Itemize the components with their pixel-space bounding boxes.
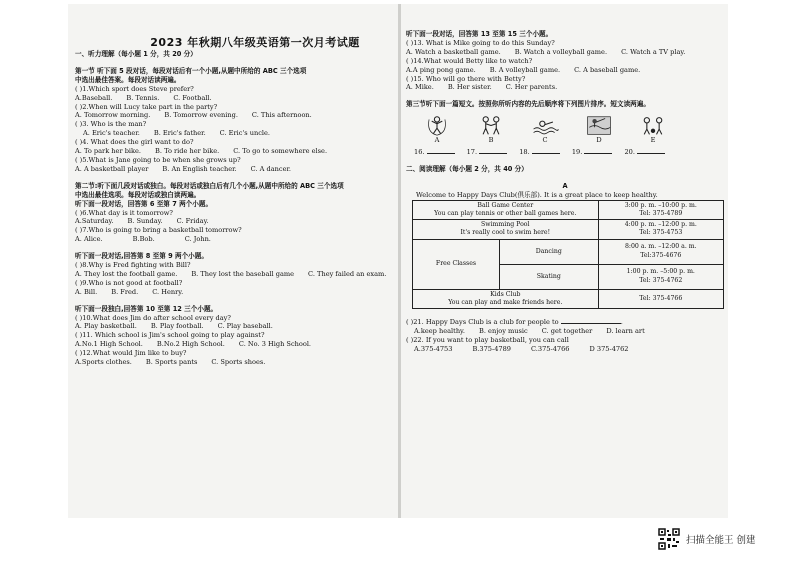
scanner-brand-text: 扫描全能王 创建 xyxy=(686,535,756,546)
option: A. Eric's teacher. xyxy=(83,129,140,138)
option: A. Alice. xyxy=(75,235,103,244)
option: A. Mike. xyxy=(406,83,434,92)
skipping-kid-icon xyxy=(422,115,452,136)
option: A. A basketball player xyxy=(75,164,149,173)
option: B. Watch a volleyball game. xyxy=(514,47,608,56)
question-12-options xyxy=(75,358,395,367)
question-3: ( )3. Who is the man? xyxy=(75,120,147,129)
picture-row xyxy=(420,115,724,145)
picture-a xyxy=(420,115,454,145)
question-8: ( )8.Why is Fred fighting with Bill? xyxy=(75,261,191,270)
option: B. Her sister. xyxy=(447,83,492,92)
question-2-options xyxy=(75,111,395,120)
question-1-options xyxy=(75,94,395,103)
option: C. Henry. xyxy=(152,287,184,296)
answer-blanks xyxy=(414,147,724,157)
option: B. Sunday. xyxy=(127,217,163,226)
blank-19[interactable] xyxy=(572,147,613,157)
dancing-cell: Dancing xyxy=(500,239,599,264)
question-21-options xyxy=(406,327,724,336)
ball-game-info xyxy=(598,200,723,219)
passage-a-label: A xyxy=(562,182,568,191)
option: A.375-4753 xyxy=(414,344,453,353)
question-13: ( )13. What is Mike going to do this Sunday? xyxy=(406,38,555,47)
kids-club-name: Kids Club xyxy=(490,290,521,298)
ball-game-desc: You can play tennis or other ball games here. xyxy=(434,210,577,218)
dancing-time: 8:00 a. m. –12:00 a. m. xyxy=(624,243,697,251)
pool-cell xyxy=(413,220,599,239)
option: C. Eric's uncle. xyxy=(219,129,271,138)
question-21: ( )21. Happy Days Club is a club for people to . xyxy=(406,318,623,327)
option: C. get together xyxy=(541,327,593,335)
option: A. To park her bike. xyxy=(75,147,142,156)
picture-order-instruction: 第三节听下面一篇短文。按照你所听内容的先后顺序将下列图片排序。短文读两遍。 xyxy=(406,100,650,109)
question-7-options xyxy=(75,235,395,244)
pool-desc: It's really cool to swim here! xyxy=(460,229,551,237)
right-column xyxy=(406,30,724,354)
option: C. A baseball game. xyxy=(574,65,641,74)
blank-number: 19. xyxy=(571,148,583,157)
option: A. They lost the football game. xyxy=(75,269,178,278)
question-9-options xyxy=(75,288,395,297)
option: B. They lost the baseball game xyxy=(191,269,295,278)
club-intro: Welcome to Happy Days Club(俱乐部). It is a great place to keep healthy. xyxy=(416,190,658,199)
club-table xyxy=(412,200,724,309)
picture-label: B xyxy=(488,136,494,145)
pool-info xyxy=(598,220,723,239)
option: A. Bill. xyxy=(75,287,98,296)
skating-cell: Skating xyxy=(500,264,599,289)
question-9: ( )9.Who is not good at football? xyxy=(75,278,183,287)
question-4-options xyxy=(75,147,395,156)
part2-instruction-2: 中选出最佳选项。每段对话或独白读两遍。 xyxy=(75,190,201,199)
river-fishing-icon xyxy=(584,115,614,136)
part4-heading: 听下面一段独白,回答第 10 至第 12 三个小题。 xyxy=(75,304,218,313)
question-6: ( )6.What day is it tomorrow? xyxy=(75,208,173,217)
blank-number: 20. xyxy=(624,148,635,157)
picture-d xyxy=(582,115,616,145)
kids-club-cell xyxy=(413,289,599,308)
question-22: ( )22. If you want to play basketball, you can call xyxy=(406,335,569,344)
question-2: ( )2.When will Lucy take part in the party? xyxy=(75,102,218,111)
picture-label: A xyxy=(434,136,440,145)
swimming-icon xyxy=(530,115,560,136)
question-21-blank[interactable] xyxy=(561,317,621,324)
pool-time: 4:00 p. m. –12:00 p. m. xyxy=(624,221,697,229)
option: B. A volleyball game. xyxy=(489,65,561,74)
option: B.375-4789 xyxy=(472,344,511,353)
pool-name: Swimming Pool xyxy=(481,221,530,229)
option: C. This afternoon. xyxy=(251,111,312,120)
option: C. John. xyxy=(184,235,211,244)
option: B. Fred. xyxy=(111,287,139,296)
page-fold xyxy=(398,4,401,518)
section-reading-heading: 二、阅读理解（每小题 2 分，共 40 分） xyxy=(406,165,528,174)
ball-game-time: 3:00 p. m. –10:00 p. m. xyxy=(624,201,697,209)
option: A. Watch a basketball game. xyxy=(406,47,501,56)
blank-18[interactable] xyxy=(519,147,560,157)
option: C. Play baseball. xyxy=(217,322,273,331)
question-5-options xyxy=(75,165,395,174)
option: B. Eric's father. xyxy=(153,129,206,138)
option: A. Tomorrow morning. xyxy=(75,111,151,120)
question-13-options xyxy=(406,48,724,57)
ball-game-name: Ball Game Center xyxy=(477,201,534,209)
left-column xyxy=(75,50,395,367)
option: B.Bob. xyxy=(132,235,155,244)
question-4: ( )4. What does the girl want to do? xyxy=(75,138,194,147)
option: C. They failed an exam. xyxy=(308,269,387,278)
question-11: ( )11. Which school is Jim's school going to play against? xyxy=(75,331,265,340)
skating-info xyxy=(598,264,723,289)
scanner-watermark xyxy=(658,528,756,550)
option: B. Play football. xyxy=(150,322,204,331)
question-8-options xyxy=(75,270,395,279)
section-listening-heading: 一、听力理解（每小题 1 分，共 20 分） xyxy=(75,50,197,58)
question-22-options xyxy=(406,345,724,354)
question-5: ( )5.What is Jane going to be when she grows up? xyxy=(75,155,241,164)
ball-game-cell xyxy=(413,200,599,219)
blank-20[interactable] xyxy=(624,147,665,157)
blank-17[interactable] xyxy=(467,147,508,157)
picture-b xyxy=(474,115,508,145)
option: B. Tomorrow evening. xyxy=(164,111,238,120)
option: B. Sports pants xyxy=(145,358,198,367)
option: A.Saturday. xyxy=(75,217,114,226)
dancing-tel: Tel:375-4676 xyxy=(640,251,682,259)
question-14-options xyxy=(406,66,724,75)
part2-instruction-3: 听下面一段对话，回答第 6 至第 7 两个小题。 xyxy=(75,199,213,208)
option: B. An English teacher. xyxy=(162,164,237,173)
question-21-text: ( )21. Happy Days Club is a club for people to xyxy=(406,318,559,327)
option: B. Tennis. xyxy=(126,93,160,102)
option: B. enjoy music xyxy=(479,327,528,335)
option: A.keep healthy. xyxy=(414,327,466,335)
question-6-options xyxy=(75,217,395,226)
blank-number: 17. xyxy=(466,148,478,157)
option: C. To go to somewhere else. xyxy=(233,147,328,156)
exam-title: 2023 年秋期八年级英语第一次月考试题 xyxy=(150,36,360,49)
blank-number: 16. xyxy=(414,148,425,157)
dancing-info xyxy=(598,239,723,264)
pool-tel: Tel: 375-4753 xyxy=(639,229,683,237)
option: C.375-4766 xyxy=(531,344,570,353)
part-13-15-heading: 听下面一段对话，回答第 13 至第 15 三个小题。 xyxy=(406,30,553,38)
blank-16[interactable] xyxy=(414,147,455,157)
picture-label: C xyxy=(542,136,548,145)
skating-time: 1:00 p. m. –5:00 p. m. xyxy=(626,268,695,276)
free-classes-cell: Free Classes xyxy=(413,239,500,289)
part2-instruction: 第二节:听下面几段对话或独白。每段对话或独白后有几个小题,从题中所给的 ABC 三个选项 xyxy=(75,181,344,190)
kids-club-desc: You can play and make friends here. xyxy=(448,298,563,306)
part1-instruction: 第一节 听下面 5 段对话，每段对话后有一个小题,从题中所给的 ABC 三个选项 xyxy=(75,66,307,75)
option: C. Sports shoes. xyxy=(211,358,266,367)
option: C. Her parents. xyxy=(505,83,558,92)
option: D. learn art xyxy=(606,327,645,335)
question-11-options xyxy=(75,340,395,349)
option: A.No.1 High School. xyxy=(75,340,143,349)
part1-instruction-2: 中选出最佳答案。每段对话读两遍。 xyxy=(75,75,181,84)
question-10: ( )10.What does Jim do after school every day? xyxy=(75,313,231,322)
question-10-options xyxy=(75,322,395,331)
blank-number: 18. xyxy=(519,148,530,157)
option: C. Watch a TV play. xyxy=(621,47,686,56)
option: A. Play basketball. xyxy=(75,322,137,331)
option: A.A ping pong game. xyxy=(406,65,476,74)
question-7: ( )7.Who is going to bring a basketball tomorrow? xyxy=(75,226,242,235)
question-1: ( )1.Which sport does Steve prefer? xyxy=(75,84,194,93)
ball-game-icon xyxy=(638,115,668,136)
question-15: ( )15. Who will go there with Betty? xyxy=(406,74,526,83)
option: B. To ride her bike. xyxy=(155,147,220,156)
picture-e xyxy=(636,115,670,145)
ball-game-tel: Tel: 375-4789 xyxy=(639,210,683,218)
skating-tel: Tel: 375-4762 xyxy=(639,276,683,284)
qr-code-icon xyxy=(658,528,680,550)
question-3-options xyxy=(75,129,395,138)
option: C. Friday. xyxy=(176,217,209,226)
option: C. A dancer. xyxy=(250,164,292,173)
option: A.Baseball. xyxy=(75,93,113,102)
option: D 375-4762 xyxy=(589,344,629,353)
question-12: ( )12.What would Jim like to buy? xyxy=(75,349,187,358)
option: B.No.2 High School. xyxy=(156,340,225,349)
two-kids-icon xyxy=(476,115,506,136)
option: C. Football. xyxy=(173,93,212,102)
picture-label: D xyxy=(596,136,602,145)
question-15-options xyxy=(406,83,724,92)
question-14: ( )14.What would Betty like to watch? xyxy=(406,56,533,65)
option: A.Sports clothes. xyxy=(75,358,132,367)
kids-club-tel: Tel: 375-4766 xyxy=(598,289,723,308)
option: C. No. 3 High School. xyxy=(238,340,312,349)
picture-label: E xyxy=(650,136,656,145)
picture-c xyxy=(528,115,562,145)
part3-heading: 听下面一段对话,回答第 8 至第 9 两个小题。 xyxy=(75,252,208,261)
